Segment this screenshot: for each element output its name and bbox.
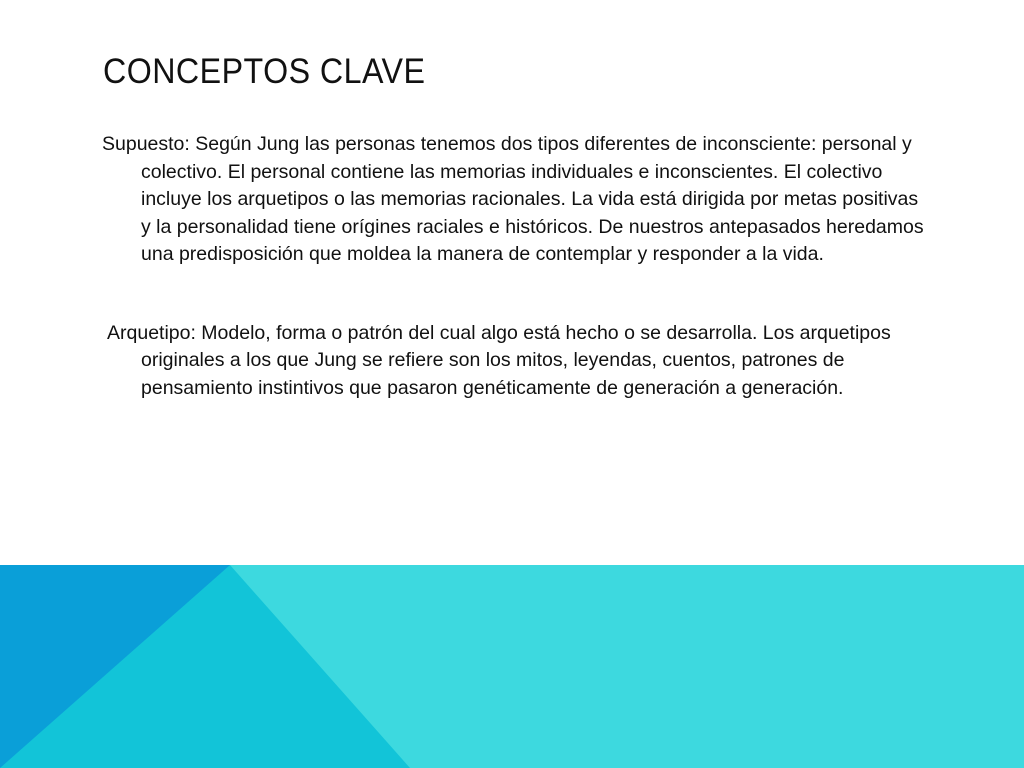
slide-title: CONCEPTOS CLAVE [103, 52, 426, 91]
slide-body [102, 131, 932, 402]
decorative-footer-band [0, 565, 1024, 768]
paragraph-supuesto: Supuesto: Según Jung las personas tenemos dos tipos diferentes de inconsciente: personal y colectivo. El personal contiene las memorias individuales e inconscientes. El colectivo incluye los arquetipos o las memorias racionales. La vida está dirigida por metas positivas y la personalidad tiene orígines raciales e históricos. De nuestros antepasados heredamos una predisposición que moldea la manera de contemplar y responder a la vida. [102, 133, 924, 265]
paragraph-arquetipo: Arquetipo: Modelo, forma o patrón del cual algo está hecho o se desarrolla. Los arquetipos originales a los que Jung se refiere son los mitos, leyendas, cuentos, patrones de pensamiento instintivos que pasaron genéticamente de generación a generación. [107, 321, 891, 399]
